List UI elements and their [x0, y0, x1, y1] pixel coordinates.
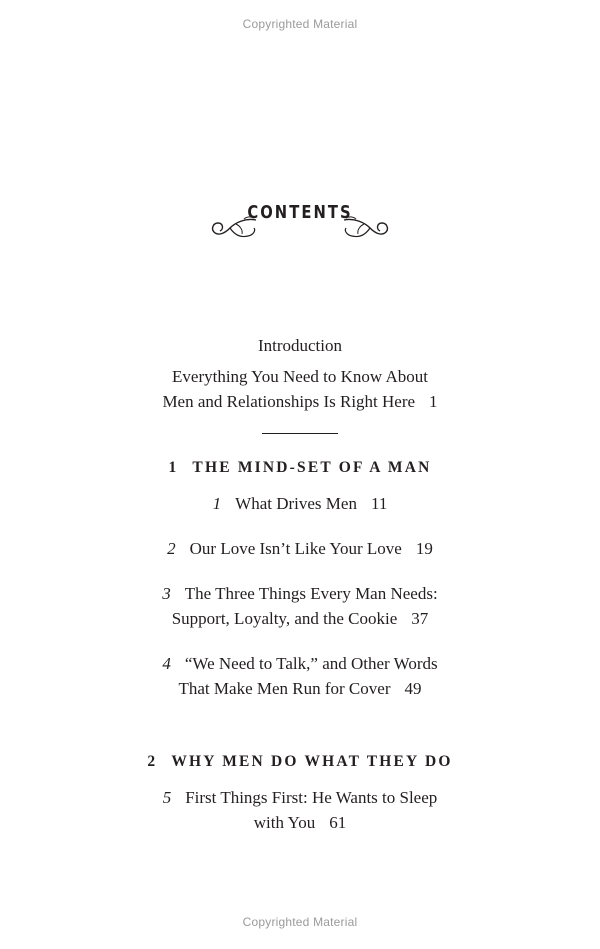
chapter-title: “We Need to Talk,” and Other Words: [184, 654, 438, 673]
right-flourish-ornament: [342, 214, 390, 244]
part-title: WHY MEN DO WHAT THEY DO: [171, 753, 453, 770]
part-number: 1: [168, 459, 179, 476]
part-1-heading: [0, 459, 600, 477]
intro-page-number: 1: [429, 392, 438, 411]
intro-title-text: Men and Relationships Is Right Here: [162, 392, 416, 411]
contents-heading: [0, 198, 600, 248]
left-flourish-ornament: [210, 214, 258, 244]
intro-title-line-2: [0, 392, 600, 412]
chapter-3-entry-line-1: [0, 584, 600, 604]
chapter-page-number: 19: [415, 539, 433, 558]
chapter-4-entry-line-1: [0, 654, 600, 674]
copyright-watermark-bottom: Copyrighted Material: [242, 915, 358, 929]
chapter-page-number: 11: [370, 494, 388, 513]
contents-title: CONTENTS: [247, 202, 353, 223]
chapter-5-entry-line-1: [0, 788, 600, 808]
intro-label: Introduction: [257, 336, 343, 355]
copyright-watermark-top: Copyrighted Material: [242, 17, 358, 31]
chapter-title-continued: with You: [253, 813, 316, 832]
part-2-heading: [0, 753, 600, 771]
chapter-title-continued: Support, Loyalty, and the Cookie: [171, 609, 398, 628]
part-title: THE MIND-SET OF A MAN: [192, 459, 432, 476]
chapter-5-entry-line-2: [0, 813, 600, 833]
chapter-title: Our Love Isn’t Like Your Love: [189, 539, 402, 558]
chapter-1-entry: [0, 494, 600, 514]
chapter-number: 4: [162, 654, 171, 673]
chapter-title-continued: That Make Men Run for Cover: [178, 679, 391, 698]
chapter-number: 1: [212, 494, 222, 513]
chapter-page-number: 37: [411, 609, 429, 628]
chapter-number: 2: [167, 539, 176, 558]
part-number: 2: [147, 753, 158, 770]
chapter-4-entry-line-2: [0, 679, 600, 699]
chapter-page-number: 61: [329, 813, 347, 832]
chapter-2-entry: [0, 539, 600, 559]
chapter-number: 3: [162, 584, 171, 603]
chapter-title: The Three Things Every Man Needs:: [184, 584, 438, 603]
chapter-3-entry-line-2: [0, 609, 600, 629]
chapter-number: 5: [162, 788, 172, 807]
chapter-title: First Things First: He Wants to Sleep: [185, 788, 438, 807]
chapter-page-number: 49: [404, 679, 422, 698]
intro-title-line-1: Everything You Need to Know About: [172, 367, 428, 386]
section-divider: [262, 433, 338, 434]
chapter-title: What Drives Men: [235, 494, 357, 513]
